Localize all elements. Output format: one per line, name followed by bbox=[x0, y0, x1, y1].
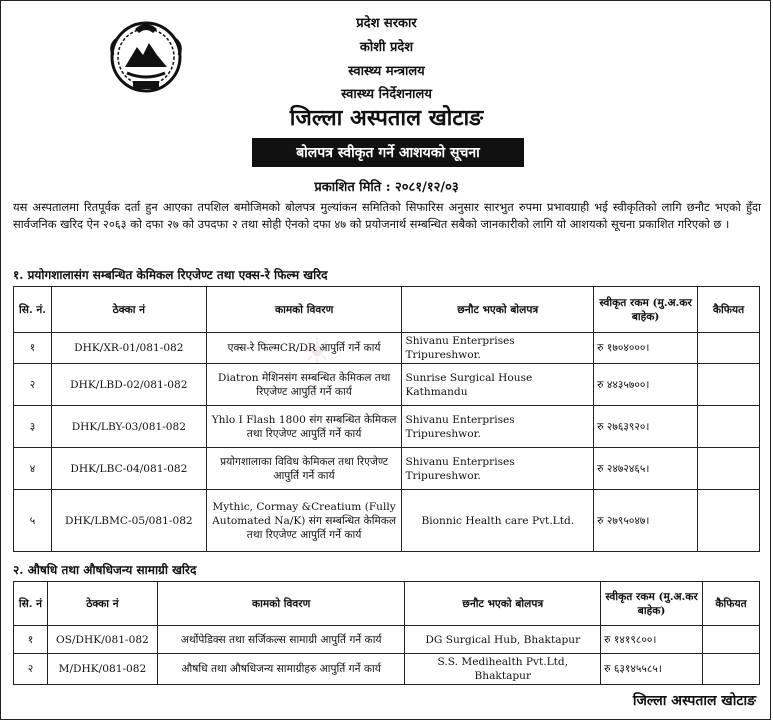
table-row bbox=[14, 406, 760, 448]
cell-amount: रु ४४३५७००। bbox=[594, 364, 698, 406]
cell-desc: प्रयोगशालाका विविध केमिकल तथा रिएजेण्ट आपुर्ति गर्ने कार्य bbox=[206, 448, 402, 490]
col-desc: कामको विवरण bbox=[157, 582, 405, 626]
col-contract: ठेक्का नं bbox=[47, 582, 157, 626]
table-row bbox=[14, 654, 760, 685]
section1-title: १. प्रयोगशालासंग सम्बन्धित केमिकल रिएजेण्ट तथा एक्स-रे फिल्म खरिद bbox=[13, 268, 328, 282]
cell-remarks bbox=[698, 490, 760, 552]
cell-contract: DHK/LBD-02/081-082 bbox=[51, 364, 206, 406]
cell-sn: १ bbox=[14, 333, 52, 364]
cell-amount: रु १७०४०००। bbox=[594, 333, 698, 364]
col-bidder: छनौट भएको बोलपत्र bbox=[405, 582, 601, 626]
cell-bidder: DG Surgical Hub, Bhaktapur bbox=[405, 626, 601, 654]
section2-title: २. औषधि तथा औषधिजन्य सामाग्री खरिद bbox=[13, 563, 197, 577]
cell-desc: Diatron मेशिनसंग सम्बन्धित केमिकल तथा रिएजेण्ट आपुर्ति गर्ने कार्य bbox=[206, 364, 402, 406]
cell-amount: रु ६३१४५५८५। bbox=[601, 654, 703, 685]
cell-bidder: Bionnic Health care Pvt.Ltd. bbox=[402, 490, 594, 552]
table-row bbox=[14, 490, 760, 552]
cell-desc: औषधि तथा औषधिजन्य सामाग्रीहरु आपुर्ति गर्ने कार्य bbox=[157, 654, 405, 685]
section2-table bbox=[13, 581, 760, 685]
cell-bidder: Sunrise Surgical House Kathmandu bbox=[402, 364, 594, 406]
col-remarks: कैफियत bbox=[698, 287, 760, 333]
header-hospital: जिल्ला अस्पताल खोटाङ bbox=[289, 105, 484, 131]
cell-amount: रु १४१९८००। bbox=[601, 626, 703, 654]
cell-amount: रु २७६३९२०। bbox=[594, 406, 698, 448]
cell-remarks bbox=[703, 654, 760, 685]
col-remarks: कैफियत bbox=[703, 582, 760, 626]
cell-remarks bbox=[698, 448, 760, 490]
cell-contract: DHK/XR-01/081-082 bbox=[51, 333, 206, 364]
cell-desc: Mythic, Cormay &Creatium (Fully Automated Na/K) संग सम्बन्धित केमिकल तथा रिएजेण्ट आपुर्ति गर्ने कार्य bbox=[206, 490, 402, 552]
cell-desc: एक्स-रे फिल्मCR/DR आपुर्ति गर्ने कार्य bbox=[206, 333, 402, 364]
table-header-row bbox=[14, 582, 760, 626]
table-row bbox=[14, 448, 760, 490]
signature: जिल्ला अस्पताल खोटाङ bbox=[632, 693, 756, 709]
cell-bidder: Shivanu Enterprises Tripureshwor. bbox=[402, 333, 594, 364]
cell-sn: २ bbox=[14, 654, 48, 685]
cell-sn: ५ bbox=[14, 490, 52, 552]
cell-sn: २ bbox=[14, 364, 52, 406]
watermark: ☀ bbox=[301, 331, 334, 373]
col-contract: ठेक्का नं bbox=[51, 287, 206, 333]
cell-desc: अर्थोपेडिक्स तथा सर्जिकल्स सामाग्री आपुर्ति गर्ने कार्य bbox=[157, 626, 405, 654]
header-directorate: स्वास्थ्य निर्देशनालय bbox=[341, 87, 432, 102]
col-sn: सि. नं bbox=[14, 582, 48, 626]
cell-contract: DHK/LBMC-05/081-082 bbox=[51, 490, 206, 552]
col-amount: स्वीकृत रकम (मु.अ.कर बाहेक) bbox=[601, 582, 703, 626]
notice-title: बोलपत्र स्वीकृत गर्ने आशयको सूचना bbox=[252, 138, 524, 167]
table-row bbox=[14, 364, 760, 406]
col-sn: सि. नं. bbox=[14, 287, 52, 333]
cell-amount: रु २७९५०४७। bbox=[594, 490, 698, 552]
cell-contract: OS/DHK/081-082 bbox=[47, 626, 157, 654]
cell-remarks bbox=[703, 626, 760, 654]
cell-contract: M/DHK/081-082 bbox=[47, 654, 157, 685]
cell-sn: १ bbox=[14, 626, 48, 654]
cell-contract: DHK/LBC-04/081-082 bbox=[51, 448, 206, 490]
cell-remarks bbox=[698, 333, 760, 364]
col-bidder: छनौट भएको बोलपत्र bbox=[402, 287, 594, 333]
col-amount: स्वीकृत रकम (मु.अ.कर बाहेक) bbox=[594, 287, 698, 333]
published-date: प्रकाशित मिति : २०८१/१२/०३ bbox=[314, 180, 459, 195]
cell-amount: रु २४७२४६५। bbox=[594, 448, 698, 490]
cell-bidder: S.S. Medihealth Pvt.Ltd, Bhaktapur bbox=[405, 654, 601, 685]
cell-sn: ४ bbox=[14, 448, 52, 490]
table-header-row bbox=[14, 287, 760, 333]
header-province-govt: प्रदेश सरकार bbox=[356, 16, 417, 31]
section1-table bbox=[13, 286, 760, 552]
cell-remarks bbox=[698, 364, 760, 406]
cell-remarks bbox=[698, 406, 760, 448]
cell-sn: ३ bbox=[14, 406, 52, 448]
cell-contract: DHK/LBY-03/081-082 bbox=[51, 406, 206, 448]
cell-bidder: Shivanu Enterprises Tripureshwor. bbox=[402, 448, 594, 490]
header-province: कोशी प्रदेश bbox=[359, 40, 414, 55]
table-row bbox=[14, 333, 760, 364]
cell-bidder: Shivanu Enterprises Tripureshwor. bbox=[402, 406, 594, 448]
header-ministry: स्वास्थ्य मन्त्रालय bbox=[348, 64, 425, 79]
cell-desc: Yhlo I Flash 1800 संग सम्बन्धित केमिकल तथा रिएजेण्ट आपुर्ति गर्ने कार्य bbox=[206, 406, 402, 448]
col-desc: कामको विवरण bbox=[206, 287, 402, 333]
table-row bbox=[14, 626, 760, 654]
notice-body: यस अस्पतालमा रितपूर्वक दर्ता हुन आएका तपशिल बमोजिमको बोलपत्र मुल्यांकन समितिको सिफारिस अनुसार सारभुत रुपमा प्रभावग्राही भई स्वीकृतिको लागि छनौट भएको हुँदा सार्वजनिक खरिद ऐन २०६३ को दफा २७ को उपदफा २ तथा सोही ऐनको दफा ४७ को प्रयोजनार्थ सम्बन्धित सबैको जानकारीको लागि यो आशयको सूचना प्रकाशित गरिएको छ । bbox=[13, 200, 761, 231]
